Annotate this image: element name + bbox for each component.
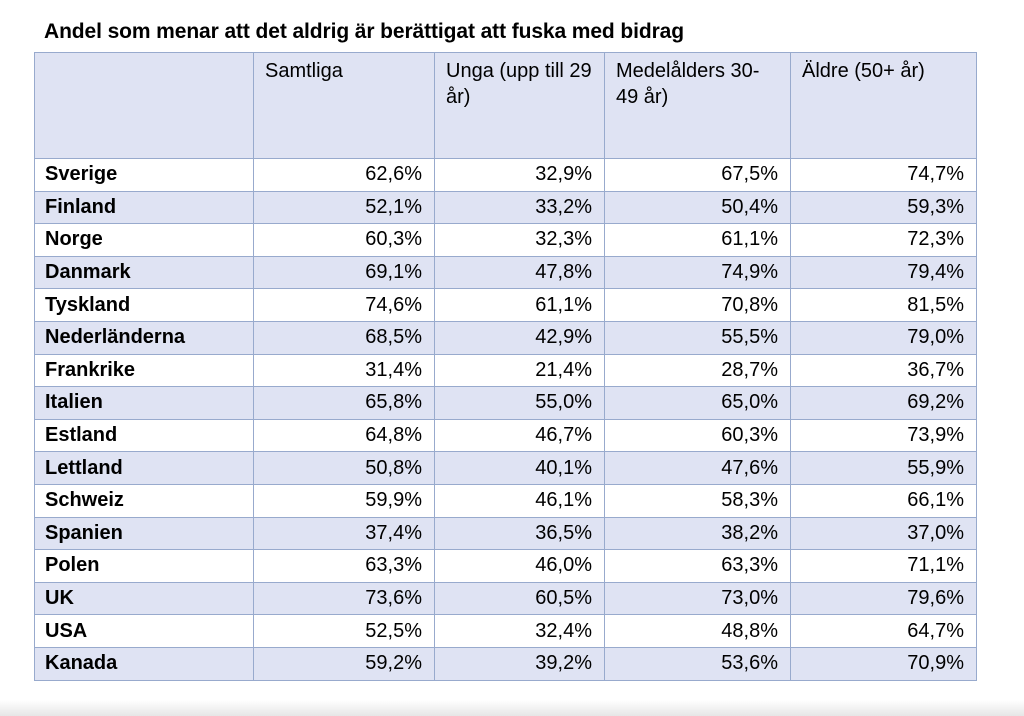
value-cell: 69,2% bbox=[791, 387, 977, 420]
value-cell: 47,6% bbox=[605, 452, 791, 485]
value-cell: 48,8% bbox=[605, 615, 791, 648]
value-cell: 72,3% bbox=[791, 224, 977, 257]
value-cell: 71,1% bbox=[791, 550, 977, 583]
country-cell: Danmark bbox=[35, 256, 254, 289]
value-cell: 36,5% bbox=[435, 517, 605, 550]
table-row bbox=[35, 224, 977, 257]
table-row bbox=[35, 517, 977, 550]
country-cell: Schweiz bbox=[35, 484, 254, 517]
value-cell: 52,1% bbox=[254, 191, 435, 224]
value-cell: 53,6% bbox=[605, 647, 791, 680]
value-cell: 55,0% bbox=[435, 387, 605, 420]
value-cell: 52,5% bbox=[254, 615, 435, 648]
value-cell: 33,2% bbox=[435, 191, 605, 224]
value-cell: 69,1% bbox=[254, 256, 435, 289]
value-cell: 50,8% bbox=[254, 452, 435, 485]
data-table bbox=[34, 52, 977, 681]
value-cell: 64,8% bbox=[254, 419, 435, 452]
value-cell: 37,4% bbox=[254, 517, 435, 550]
value-cell: 61,1% bbox=[435, 289, 605, 322]
country-cell: Italien bbox=[35, 387, 254, 420]
value-cell: 68,5% bbox=[254, 321, 435, 354]
table-row bbox=[35, 159, 977, 192]
table-row bbox=[35, 484, 977, 517]
value-cell: 32,9% bbox=[435, 159, 605, 192]
value-cell: 64,7% bbox=[791, 615, 977, 648]
value-cell: 39,2% bbox=[435, 647, 605, 680]
value-cell: 59,3% bbox=[791, 191, 977, 224]
header-cell-medelalders: Medelålders 30-49 år) bbox=[605, 53, 791, 159]
value-cell: 59,9% bbox=[254, 484, 435, 517]
value-cell: 79,4% bbox=[791, 256, 977, 289]
value-cell: 32,4% bbox=[435, 615, 605, 648]
value-cell: 74,7% bbox=[791, 159, 977, 192]
value-cell: 73,9% bbox=[791, 419, 977, 452]
value-cell: 66,1% bbox=[791, 484, 977, 517]
value-cell: 65,8% bbox=[254, 387, 435, 420]
value-cell: 36,7% bbox=[791, 354, 977, 387]
value-cell: 60,5% bbox=[435, 582, 605, 615]
header-cell-country bbox=[35, 53, 254, 159]
value-cell: 63,3% bbox=[605, 550, 791, 583]
country-cell: Estland bbox=[35, 419, 254, 452]
value-cell: 62,6% bbox=[254, 159, 435, 192]
value-cell: 79,0% bbox=[791, 321, 977, 354]
country-cell: Spanien bbox=[35, 517, 254, 550]
value-cell: 46,7% bbox=[435, 419, 605, 452]
value-cell: 61,1% bbox=[605, 224, 791, 257]
value-cell: 73,6% bbox=[254, 582, 435, 615]
value-cell: 28,7% bbox=[605, 354, 791, 387]
table-row bbox=[35, 354, 977, 387]
value-cell: 42,9% bbox=[435, 321, 605, 354]
table-row bbox=[35, 550, 977, 583]
value-cell: 74,6% bbox=[254, 289, 435, 322]
bottom-shadow bbox=[0, 700, 1024, 716]
table-row bbox=[35, 191, 977, 224]
header-cell-samtliga: Samtliga bbox=[254, 53, 435, 159]
header-cell-unga: Unga (upp till 29 år) bbox=[435, 53, 605, 159]
value-cell: 74,9% bbox=[605, 256, 791, 289]
table-row bbox=[35, 647, 977, 680]
value-cell: 81,5% bbox=[791, 289, 977, 322]
table-row bbox=[35, 256, 977, 289]
value-cell: 46,0% bbox=[435, 550, 605, 583]
value-cell: 70,8% bbox=[605, 289, 791, 322]
country-cell: Sverige bbox=[35, 159, 254, 192]
value-cell: 79,6% bbox=[791, 582, 977, 615]
value-cell: 47,8% bbox=[435, 256, 605, 289]
value-cell: 63,3% bbox=[254, 550, 435, 583]
table-row bbox=[35, 419, 977, 452]
value-cell: 55,5% bbox=[605, 321, 791, 354]
value-cell: 40,1% bbox=[435, 452, 605, 485]
country-cell: Nederländerna bbox=[35, 321, 254, 354]
value-cell: 46,1% bbox=[435, 484, 605, 517]
country-cell: Lettland bbox=[35, 452, 254, 485]
country-cell: USA bbox=[35, 615, 254, 648]
table-row bbox=[35, 387, 977, 420]
country-cell: Frankrike bbox=[35, 354, 254, 387]
table-title: Andel som menar att det aldrig är berättigat att fuska med bidrag bbox=[44, 20, 684, 43]
value-cell: 32,3% bbox=[435, 224, 605, 257]
value-cell: 70,9% bbox=[791, 647, 977, 680]
value-cell: 59,2% bbox=[254, 647, 435, 680]
value-cell: 50,4% bbox=[605, 191, 791, 224]
country-cell: Tyskland bbox=[35, 289, 254, 322]
country-cell: Polen bbox=[35, 550, 254, 583]
value-cell: 37,0% bbox=[791, 517, 977, 550]
country-cell: Norge bbox=[35, 224, 254, 257]
value-cell: 38,2% bbox=[605, 517, 791, 550]
value-cell: 58,3% bbox=[605, 484, 791, 517]
table-row bbox=[35, 615, 977, 648]
header-cell-aldre: Äldre (50+ år) bbox=[791, 53, 977, 159]
value-cell: 67,5% bbox=[605, 159, 791, 192]
table-row bbox=[35, 321, 977, 354]
table-row bbox=[35, 289, 977, 322]
value-cell: 60,3% bbox=[254, 224, 435, 257]
value-cell: 55,9% bbox=[791, 452, 977, 485]
value-cell: 21,4% bbox=[435, 354, 605, 387]
table-row bbox=[35, 582, 977, 615]
header-row bbox=[35, 53, 977, 159]
country-cell: Kanada bbox=[35, 647, 254, 680]
value-cell: 73,0% bbox=[605, 582, 791, 615]
country-cell: UK bbox=[35, 582, 254, 615]
value-cell: 65,0% bbox=[605, 387, 791, 420]
country-cell: Finland bbox=[35, 191, 254, 224]
value-cell: 60,3% bbox=[605, 419, 791, 452]
value-cell: 31,4% bbox=[254, 354, 435, 387]
table-row bbox=[35, 452, 977, 485]
